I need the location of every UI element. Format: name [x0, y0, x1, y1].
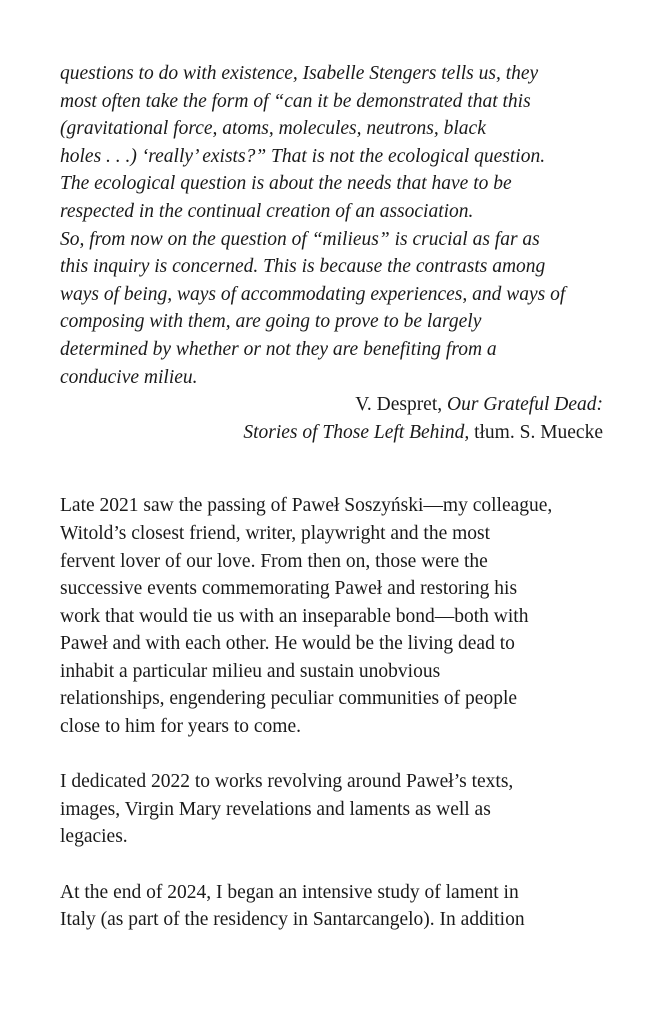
quote-line: ways of being, ways of accommodating experiences, and ways of: [60, 283, 566, 305]
quote-line: respected in the continual creation of an association.: [60, 200, 474, 222]
document-page: [60, 60, 605, 934]
quote-line: determined by whether or not they are benefiting from a: [60, 338, 497, 360]
body-text: [60, 492, 605, 934]
body-line: Paweł and with each other. He would be the living dead to: [60, 633, 515, 655]
epigraph-quote: [60, 60, 605, 446]
quote-line: questions to do with existence, Isabelle Stengers tells us, they: [60, 63, 539, 84]
quote-line: composing with them, are going to prove to be largely: [60, 311, 482, 333]
attribution-line-2: [60, 419, 603, 447]
body-line: fervent lover of our love. From then on, those were the: [60, 550, 488, 572]
quote-line: conducive milieu.: [60, 366, 198, 388]
body-line: inhabit a particular milieu and sustain unobvious: [60, 660, 441, 682]
body-line: At the end of 2024, I began an intensive study of lament in: [60, 881, 519, 903]
attribution-author: V. Despret,: [355, 394, 448, 416]
quote-line: holes . . .) ‘really’ exists?” That is not the ecological question.: [60, 145, 546, 167]
body-line: Italy (as part of the residency in Santarcangelo). In addition: [60, 909, 525, 931]
quote-line: The ecological question is about the needs that have to be: [60, 173, 512, 195]
body-line: Witold’s closest friend, writer, playwright and the most: [60, 522, 491, 544]
body-line: Late 2021 saw the passing of Paweł Soszyński—my colleague,: [60, 495, 553, 517]
body-paragraph: [60, 879, 605, 934]
body-paragraph: [60, 492, 605, 740]
body-line: images, Virgin Mary revelations and laments as well as: [60, 798, 491, 820]
quote-line: So, from now on the question of “milieus” is crucial as far as: [60, 228, 540, 250]
quote-attribution: [60, 391, 603, 446]
body-line: successive events commemorating Paweł and restoring his: [60, 578, 518, 600]
quote-line: most often take the form of “can it be demonstrated that this: [60, 90, 531, 112]
body-line: legacies.: [60, 826, 128, 848]
body-line: relationships, engendering peculiar communities of people: [60, 688, 518, 710]
body-line: I dedicated 2022 to works revolving around Paweł’s texts,: [60, 771, 514, 793]
attribution-book-title: Our Grateful Dead:: [447, 394, 603, 416]
attribution-book-subtitle: Stories of Those Left Behind,: [243, 421, 470, 443]
attribution-line-1: [60, 391, 603, 419]
quote-line: (gravitational force, atoms, molecules, neutrons, black: [60, 118, 486, 140]
paragraph-spacer: [60, 741, 605, 769]
paragraph-spacer: [60, 851, 605, 879]
body-line: close to him for years to come.: [60, 716, 301, 738]
body-paragraph: [60, 768, 605, 851]
section-spacer: [60, 446, 605, 492]
body-line: work that would tie us with an inseparable bond—both with: [60, 605, 529, 627]
attribution-translator: tłum. S. Muecke: [469, 421, 603, 443]
quote-line: this inquiry is concerned. This is because the contrasts among: [60, 256, 546, 278]
